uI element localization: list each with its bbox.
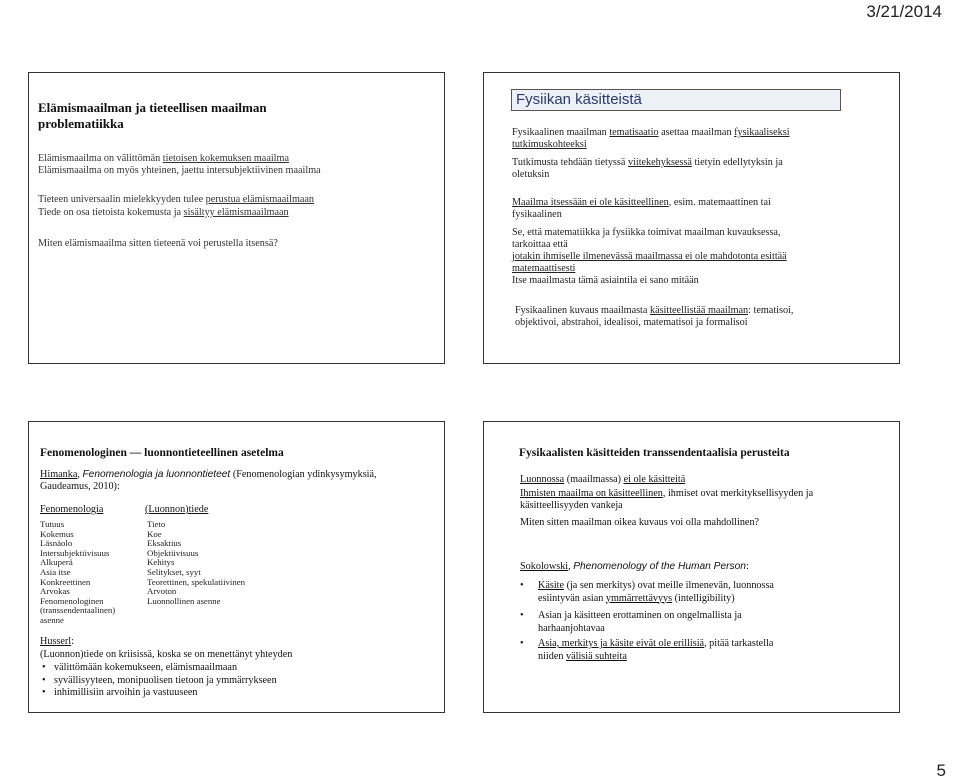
reference-title: Phenomenology of the Human Person [573,561,746,572]
link-jotakin-ihmiselle[interactable]: jotakin ihmiselle ilmenevässä maailmassa ei ole mahdotonta esittää [512,251,787,262]
text-span: Fysikaalinen kuvaus maailmasta [515,305,650,316]
link-ymmarrettavyys[interactable]: ymmärrettävyys [605,592,673,604]
slide-2 [483,72,900,364]
slide-4-line-3: Miten sitten maailman oikea kuvaus voi olla mahdollinen? [520,517,760,528]
link-tutkimuskohteeksi[interactable]: tutkimuskohteeksi [512,139,587,150]
text-span: (maailmassa) [564,474,624,485]
slide-2-paragraph-4-line-2: tarkoittaa että [512,239,568,250]
bullet-icon: • [520,638,524,649]
slide-1-paragraph-1 [38,153,289,165]
slide-3-title: Fenomenologinen — luonnontieteellinen asetelma [40,447,284,459]
bullet-2-line-2: harhaanjohtavaa [538,622,605,634]
slide-3-bullet-list [40,662,277,700]
link-perustua-elamismaailmaan[interactable]: perustua elämismaailmaan [205,194,315,205]
link-kasitteellistaa-maailman[interactable]: käsitteellistää maailman [649,305,749,316]
link-husserl[interactable]: Husserl [40,636,72,647]
text-span: asettaa maailman [658,127,735,138]
column-fenomenologia-list [40,520,115,626]
slide-3-husserl-label [40,636,74,649]
link-himanka[interactable]: Himanka [40,469,78,480]
slide-1-title-line-1: Elämismaailman ja tieteellisen maailman [38,100,267,115]
slide-4 [483,421,900,713]
slide-1-paragraph-2 [38,194,314,206]
list-item: Alkuperä [40,557,73,568]
list-item: (transsendentaalinen) [40,605,116,616]
slide-2-paragraph-1-line-2 [512,139,587,152]
text-span: , ihmiset ovat merkityksellisyyden ja [662,488,814,499]
slide-2-paragraph-4-line-5: Itse maailmasta tämä asiaintila ei sano mitään [512,275,699,286]
slide-1 [28,72,445,364]
list-item: asenne [40,614,64,625]
slide-2-paragraph-1 [512,127,790,140]
link-ihmisten-maailma[interactable]: Ihmisten maailma on käsitteellinen [520,488,663,499]
bullet-icon: • [520,580,524,591]
text-span: Tieteen universaalin mielekkyyden tulee [38,194,206,205]
text-span: Tiede on osa tietoista kokemusta ja [38,207,184,218]
header-date: 3/21/2014 [866,2,942,21]
column-header-fenomenologia: Fenomenologia [40,504,104,515]
text-span: , esim. matemaattinen tai [668,197,771,208]
slide-2-paragraph-2-line-2: oletuksin [512,169,550,180]
list-item: Fenomenologinen [40,595,104,606]
link-asia-merkitys-kasite[interactable]: Asia, merkitys ja käsite eivät ole erillisiä [538,638,705,649]
bullet-icon: • [520,610,524,621]
slide-2-paragraph-4-line-4 [512,263,575,276]
link-sokolowski[interactable]: Sokolowski [520,561,569,572]
slide-3-reference [40,469,377,482]
list-item: Koe [147,528,162,539]
slide-2-paragraph-2 [512,157,783,170]
text-span: , pitää tarkastella [704,638,774,649]
list-item: Luonnollinen asenne [147,595,221,606]
slide-2-paragraph-4-line-1: Se, että matematiikka ja fysiikka toimivat maailman kuvauksessa, [512,227,781,238]
list-item: Tutuus [40,519,65,529]
list-item: Selitykset, syyt [147,566,201,577]
slide-2-paragraph-3 [512,197,771,210]
list-item: Eksaktius [147,538,182,549]
list-item: Läsnäolo [40,538,73,549]
bullet-item: • syvällisyyteen, monipuolisen tietoon ja ymmärrykseen [40,675,277,688]
slide-1-paragraph-4: Miten elämismaailma sitten tieteenä voi perustella itsensä? [38,238,278,249]
reference-title: Fenomenologia ja luonnontieteet [82,469,231,480]
link-valisia-suhteita[interactable]: välisiä suhteita [566,650,627,662]
text-span: : tematisoi, [748,305,794,316]
slide-4-line-2b: käsitteellisyyden vankeja [520,500,623,511]
slide-1-title-line-2: problematiikka [38,116,124,131]
page-number: 5 [936,761,946,780]
text-span: (Fenomenologian ydinkysymyksiä, [230,469,377,480]
text-span: esiintyvän asian [538,592,606,604]
text-span: Elämismaailma on välittömän [38,153,163,164]
slide-3 [28,421,445,713]
slide-1-paragraph-3 [38,207,289,219]
text-span: (intelligibility) [672,592,735,604]
link-viitekehyksessa[interactable]: viitekehyksessä [627,157,692,168]
list-item: Konkreettinen [40,576,91,587]
slide-2-title: Fysiikan käsitteistä [511,89,841,111]
bullet-item: • inhimillisiin arvoihin ja vastuuseen [40,687,277,700]
slide-4-line-1 [520,474,685,487]
slide-4-reference [520,561,749,574]
link-luonnossa[interactable]: Luonnossa [520,474,565,485]
slide-4-bullet-3 [520,638,773,663]
link-tietoisen-kokemuksen[interactable]: tietoisen kokemuksen maailma [162,153,289,164]
list-item: Objektiivisuus [147,547,199,558]
slide-4-line-2 [520,488,813,501]
text-span: Tutkimusta tehdään tietyssä [512,157,628,168]
slide-1-paragraph-1-line-2: Elämismaailma on myös yhteinen, jaettu intersubjektiivinen maailma [38,165,321,176]
list-item: Asia itse [40,566,71,577]
slide-2-paragraph-4-line-3 [512,251,787,264]
slide-2-paragraph-3-line-2: fysikaalinen [512,209,562,220]
link-kasite[interactable]: Käsite [538,580,565,591]
list-item: Kokemus [40,528,74,539]
slide-2-paragraph-5-line-2: objektivoi, abstrahoi, idealisoi, matematisoi ja formalisoi [515,317,748,328]
list-item: Arvokas [40,586,70,597]
slide-3-husserl-line: (Luonnon)tiede on kriisissä, koska se on menettänyt yhteyden [40,649,293,660]
text-span: Fysikaalinen maailman [512,127,610,138]
text-span: tietyin edellytyksin ja [691,157,783,168]
list-item: Teorettinen, spekulatiivinen [147,576,246,587]
link-maailma-itsessaan[interactable]: Maailma itsessään ei ole käsitteellinen [512,197,669,208]
link-fysikaaliseksi[interactable]: fysikaaliseksi [734,127,790,138]
text-span: : [745,561,749,572]
link-matemaattisesti[interactable]: matemaattisesti [512,263,576,274]
slide-4-bullet-2 [520,610,742,635]
link-ei-ole-kasitteita[interactable]: ei ole käsitteitä [623,474,686,485]
list-item: Intersubjektiivisuus [40,547,110,558]
text-span: (ja sen merkitys) ovat meille ilmenevän, luonnossa [564,580,774,591]
list-item: Arvoton [147,586,177,597]
column-luonnontiede-list [147,520,245,606]
text-span: : [71,636,74,647]
column-header-luonnontiede: (Luonnon)tiede [145,504,209,515]
slide-4-bullet-1 [520,580,774,605]
link-sisaltyy-elamismaailmaan[interactable]: sisältyy elämismaailmaan [183,207,289,218]
link-tematisaatio[interactable]: tematisaatio [609,127,659,138]
text-span: , [568,561,574,572]
text-span: niiden [538,650,567,662]
slide-4-title: Fysikaalisten käsitteiden transsendentaalisia perusteita [519,447,790,459]
bullet-item: • välittömään kokemukseen, elämismaailmaan [40,662,277,675]
list-item: Kehitys [147,557,175,568]
text-span: , [77,469,83,480]
slide-3-reference-line-2: Gaudeamus, 2010): [40,481,120,492]
list-item: Tieto [147,519,166,529]
bullet-2-line-1: Asian ja käsitteen erottaminen on ongelmallista ja [538,610,742,621]
slide-2-paragraph-5 [515,305,793,318]
